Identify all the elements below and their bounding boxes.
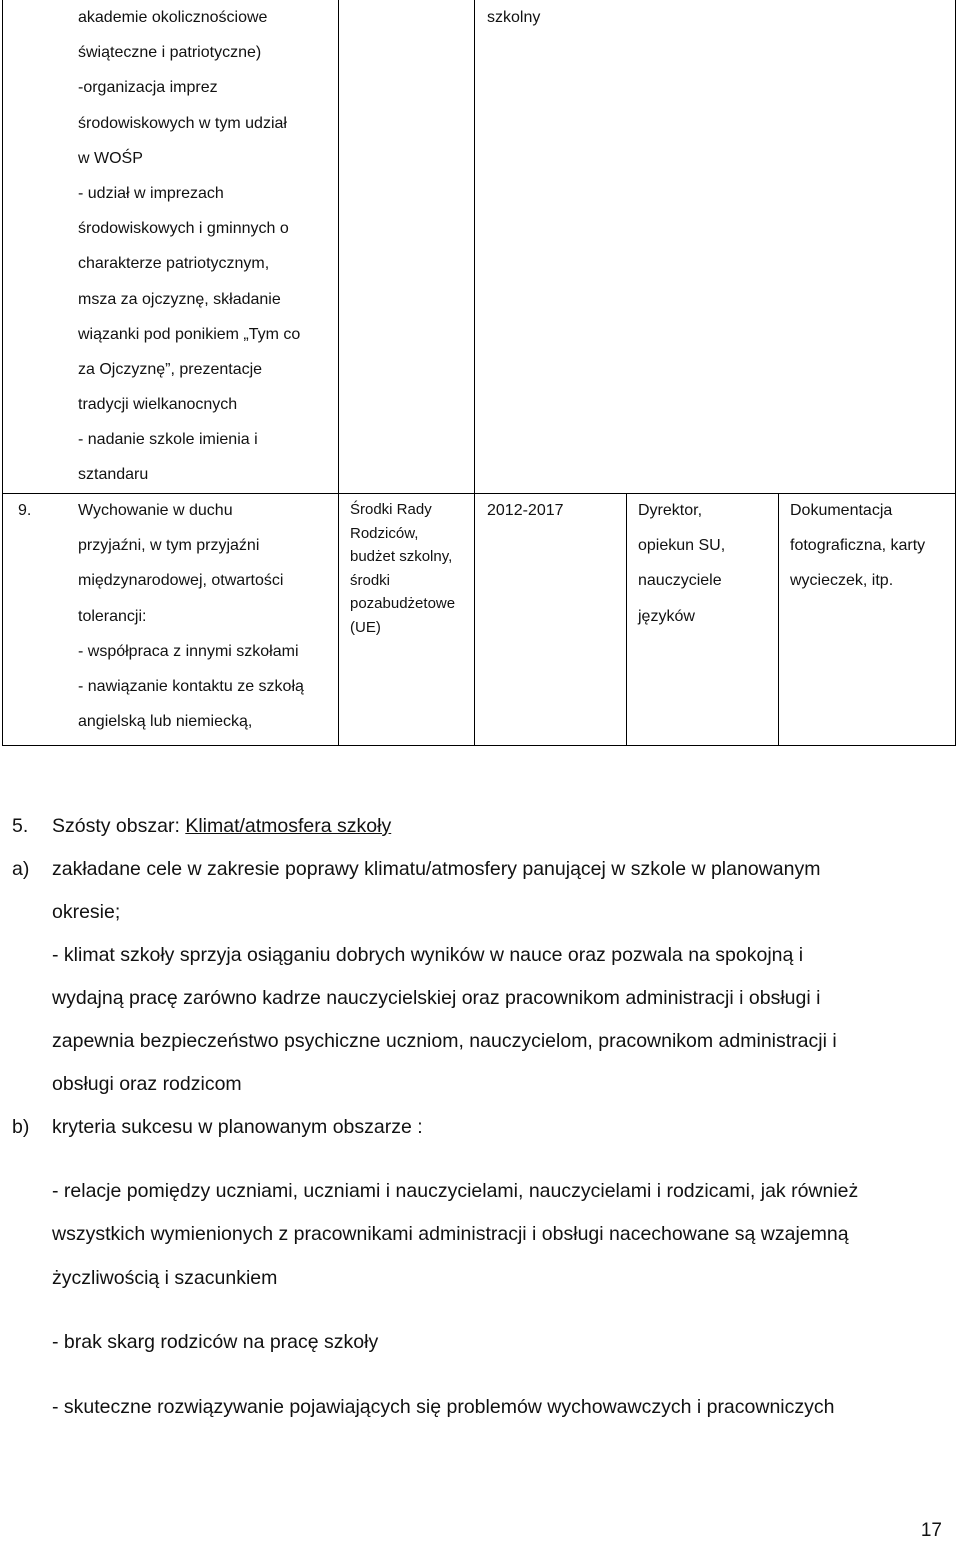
row9-period: 2012-2017	[487, 502, 564, 519]
row9-number: 9.	[18, 502, 32, 519]
item-a-line-2: okresie;	[52, 901, 121, 923]
section-title-underlined: Klimat/atmosfera szkoły	[185, 815, 392, 837]
table-border-left	[2, 0, 3, 746]
row9-task: Wychowanie w duchu przyjaźni, w tym przyjaźni międzynarodowej, otwartości tolerancji: - współpraca z innymi szkołami - nawiązanie kontaktu ze szkołą angielską lub niemiecką,	[78, 502, 304, 731]
section-title: Szósty obszar: Klimat/atmosfera szkoły	[52, 815, 392, 837]
section-number: 5.	[12, 815, 29, 837]
prev-row-task: akademie okolicznościowe świąteczne i patriotyczne) -organizacja imprez środowiskowych w tym udział w WOŚP - udział w imprezach środowiskowych i gminnych o charakterze patriotycznym, msza za ojczyznę, składanie wiązanki pod ponikiem „Tym co za Ojczyznę”, prezentacje tradycji wielkanocnych - nadanie szkole imienia i sztandaru	[78, 9, 301, 484]
item-a-line-4: wydajną pracę zarówno kadrze nauczycielskiej oraz pracownikom administracji i obsługi i	[52, 987, 821, 1009]
row9-responsible: Dyrektor, opiekun SU, nauczyciele języków	[638, 502, 726, 625]
item-b-para1-line-1: - relacje pomiędzy uczniami, uczniami i nauczycielami, nauczycielami i rodzicami, jak również	[52, 1180, 859, 1202]
item-b-heading: kryteria sukcesu w planowanym obszarze :	[52, 1116, 423, 1138]
table-col-divider-2	[474, 0, 475, 746]
item-a-line-5: zapewnia bezpieczeństwo psychiczne uczniom, nauczycielom, pracownikom administracji i	[52, 1030, 837, 1052]
item-b-para1-line-3: życzliwością i szacunkiem	[52, 1267, 278, 1289]
item-b-para2: - brak skarg rodziców na pracę szkoły	[52, 1331, 379, 1353]
item-b-label: b)	[12, 1116, 30, 1138]
prev-row-funding-tail: szkolny	[487, 9, 541, 26]
table-col-divider-1	[338, 0, 339, 746]
item-b-para1-line-2: wszystkich wymienionych z pracownikami administracji i obsługi nacechowane są wzajemną	[52, 1223, 849, 1245]
item-a-line-3: - klimat szkoły sprzyja osiąganiu dobrych wyników w nauce oraz pozwala na spokojną i	[52, 944, 804, 966]
item-a-label: a)	[12, 858, 30, 880]
item-a-line-6: obsługi oraz rodzicom	[52, 1073, 242, 1095]
item-a-line-1: zakładane cele w zakresie poprawy klimatu/atmosfery panującej w szkole w planowanym	[52, 858, 821, 880]
table-col-divider-4	[778, 494, 779, 746]
table-col-divider-3	[626, 494, 627, 746]
page-number: 17	[920, 1520, 942, 1541]
row9-evidence: Dokumentacja fotograficzna, karty wycieczek, itp.	[790, 502, 926, 590]
row9-funding: Środki Rady Rodziców, budżet szkolny, środki pozabudżetowe (UE)	[350, 501, 456, 636]
table-border-bottom	[2, 745, 956, 746]
table-border-right	[955, 0, 956, 746]
item-b-para3: - skuteczne rozwiązywanie pojawiających się problemów wychowawczych i pracowniczych	[52, 1396, 835, 1418]
